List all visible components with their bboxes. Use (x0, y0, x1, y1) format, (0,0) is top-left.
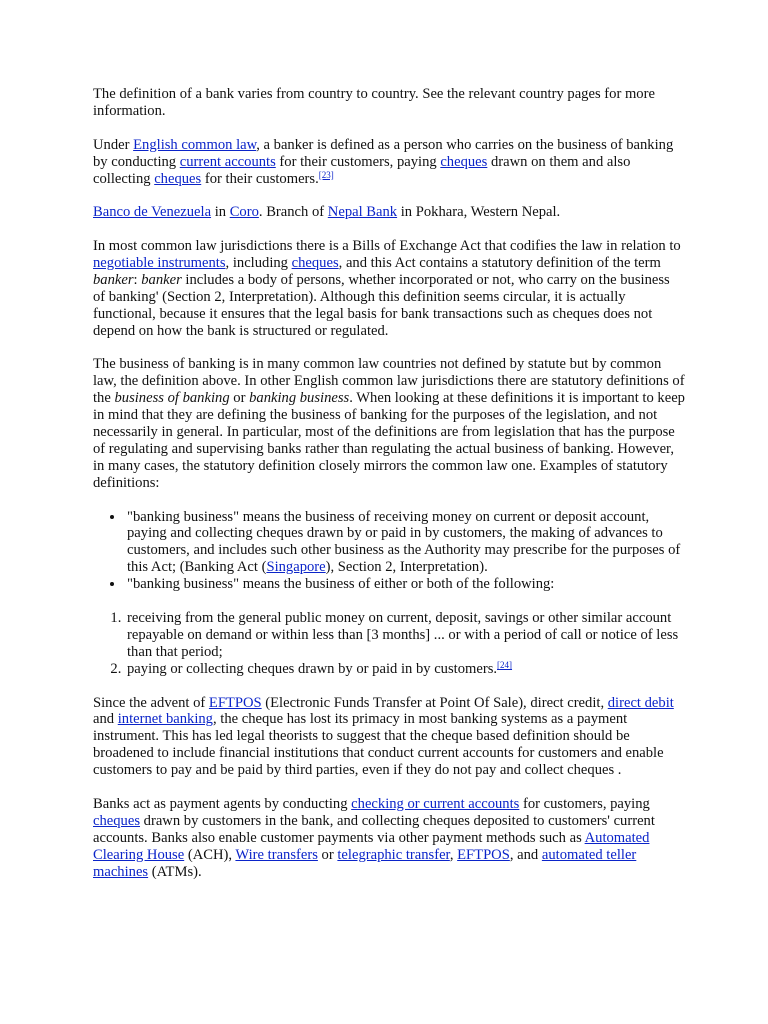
link-automated-teller-machines[interactable]: automated teller machines (93, 846, 637, 880)
link-eftpos[interactable]: EFTPOS (457, 846, 510, 863)
link-english-common-law[interactable]: English common law (133, 136, 257, 153)
statutory-definitions-list (93, 509, 685, 594)
link-coro[interactable]: Coro (229, 204, 259, 221)
numbered-definitions-list (93, 610, 685, 678)
list-item: • "banking business" means the business of either or both of the following: (125, 576, 685, 593)
paragraph-intro: The definition of a bank varies from country to country. See the relevant country pages for more information. (93, 86, 655, 119)
link-singapore[interactable]: Singapore (266, 559, 326, 576)
list-item: 1. receiving from the general public money on current, deposit, savings or other similar account repayable on demand or within less than [3 months] ... or with a period of call or notice of less than that period; (125, 610, 685, 661)
link-wire-transfers[interactable]: Wire transfers (235, 846, 318, 863)
link-nepal-bank[interactable]: Nepal Bank (327, 204, 398, 221)
link-direct-debit[interactable]: direct debit (607, 694, 674, 711)
link-banco-de-venezuela[interactable]: Banco de Venezuela (93, 204, 212, 221)
list-item: • "banking business" means the business of receiving money on current or deposit account, paying and collecting cheques drawn by or paid in by customers, the making of advances to customers, and includes such other business as the Authority may prescribe for the purposes of this Act; (Banking Act (Singapore), Section 2, Interpretation). (125, 509, 685, 577)
link-negotiable-instruments[interactable]: negotiable instruments (93, 255, 226, 272)
link-internet-banking[interactable]: internet banking (117, 711, 213, 728)
link-eftpos[interactable]: EFTPOS (208, 694, 262, 711)
paragraph-image-caption: Banco de Venezuela in Coro. Branch of Nepal Bank in Pokhara, Western Nepal. (93, 204, 561, 221)
paragraph-payment-agents: Banks act as payment agents by conducting checking or current accounts for customers, paying cheques drawn by customers in the bank, and collecting cheques deposited to customers' current accounts. Banks also enable customer payments via other payment methods such as Automated Clearing House (ACH), Wire transfers or telegraphic transfer, EFTPOS, and automated teller machines (ATMs). (93, 795, 655, 880)
paragraph-business-of-banking: The business of banking is in many common law countries not defined by statute but by common law, the definition above. In other English common law jurisdictions there are statutory definitions of the business of banking or banking business. When looking at these definitions it is important to keep in mind that they are defining the business of banking for the purposes of the legislation, and not necessarily in general. In particular, most of the definitions are from legislation that has the purpose of regulating and supervising banks rather than regulating the actual business of banking. However, in many cases, the statutory definition closely mirrors the common law one. Examples of statutory definitions: (93, 356, 685, 491)
paragraph-bills-of-exchange: In most common law jurisdictions there is a Bills of Exchange Act that codifies the law in relation to negotiable instruments, including cheques, and this Act contains a statutory definition of the term banker: banker includes a body of persons, whether incorporated or not, who carry on the business of banking' (Section 2, Interpretation). Although this definition seems circular, it is actually functional, because it ensures that the legal basis for bank transactions such as cheques does not depend on how the bank is structured or regulated. (93, 238, 681, 339)
reference-24[interactable]: [24] (497, 659, 513, 670)
article-body (93, 86, 685, 897)
link-cheques[interactable]: cheques (154, 170, 202, 187)
link-cheques[interactable]: cheques (93, 812, 141, 829)
paragraph-english-common-law: Under English common law, a banker is defined as a person who carries on the business of banking by conducting current accounts for their customers, paying cheques drawn on them and also collecting cheques for their customers.[23] (93, 136, 674, 187)
link-checking-or-current-accounts[interactable]: checking or current accounts (351, 795, 520, 812)
link-automated-clearing-house[interactable]: Automated Clearing House (93, 829, 650, 863)
link-telegraphic-transfer[interactable]: telegraphic transfer (337, 846, 450, 863)
paragraph-eftpos: Since the advent of EFTPOS (Electronic Funds Transfer at Point Of Sale), direct credit, direct debit and internet banking, the cheque has lost its primacy in most banking systems as a payment instrument. This has led legal theorists to suggest that the cheque based definition should be broadened to include financial institutions that conduct current accounts for customers and enable customers to pay and be paid by third parties, even if they do not pay and collect cheques . (93, 694, 674, 779)
list-item: 2. paying or collecting cheques drawn by or paid in by customers.[24] (125, 661, 685, 678)
link-cheques[interactable]: cheques (440, 153, 488, 170)
link-cheques[interactable]: cheques (291, 255, 339, 272)
link-current-accounts[interactable]: current accounts (179, 153, 276, 170)
reference-23[interactable]: [23] (318, 169, 334, 180)
